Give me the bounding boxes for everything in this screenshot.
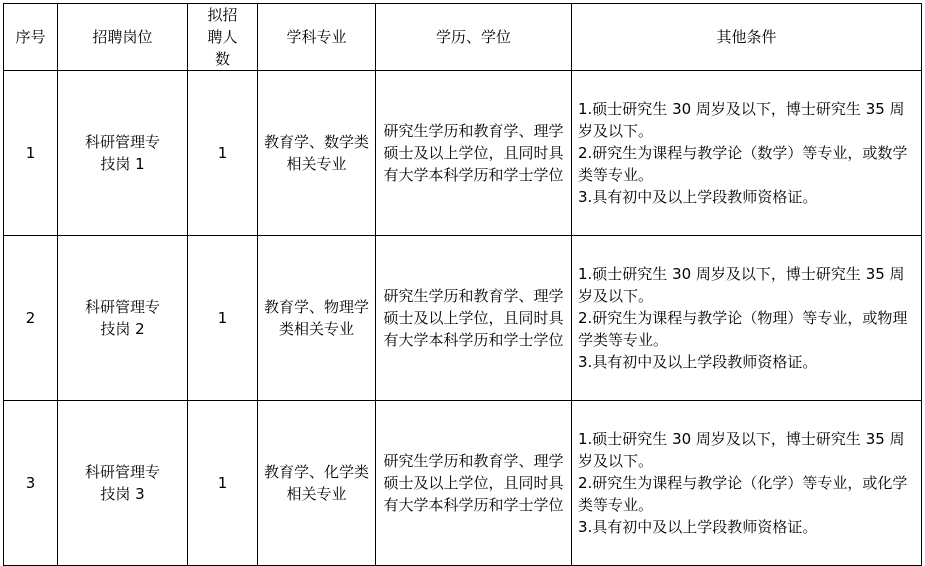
requirement-line: 1.硕士研究生 30 周岁及以下，博士研究生 35 周岁及以下。: [578, 100, 905, 140]
cell-seq: 3: [4, 401, 58, 566]
cell-seq: 2: [4, 236, 58, 401]
cell-major: 教育学、物理学类相关专业: [258, 236, 376, 401]
header-row: [4, 4, 922, 71]
cell-other: [572, 236, 922, 401]
requirement-line: 3.具有初中及以上学段教师资格证。: [578, 353, 818, 371]
requirement-line: 1.硕士研究生 30 周岁及以下，博士研究生 35 周岁及以下。: [578, 265, 905, 305]
requirement-line: 2.研究生为课程与教学论（物理）等专业，或物理学类等专业。: [578, 309, 908, 349]
cell-degree: 研究生学历和教育学、理学硕士及以上学位，且同时具有大学本科学历和学士学位: [376, 401, 572, 566]
cell-major: 教育学、化学类相关专业: [258, 401, 376, 566]
cell-position: 科研管理专技岗 3: [58, 401, 188, 566]
cell-position: 科研管理专技岗 1: [58, 71, 188, 236]
header-seq: 序号: [4, 4, 58, 71]
recruitment-table: [3, 3, 922, 566]
cell-major: 教育学、数学类相关专业: [258, 71, 376, 236]
table-row: [4, 71, 922, 236]
requirement-line: 3.具有初中及以上学段教师资格证。: [578, 518, 818, 536]
requirement-line: 1.硕士研究生 30 周岁及以下，博士研究生 35 周岁及以下。: [578, 430, 905, 470]
cell-other: [572, 401, 922, 566]
cell-seq: 1: [4, 71, 58, 236]
cell-other: [572, 71, 922, 236]
cell-count: 1: [188, 401, 258, 566]
requirement-line: 3.具有初中及以上学段教师资格证。: [578, 188, 818, 206]
header-degree: 学历、学位: [376, 4, 572, 71]
cell-count: 1: [188, 236, 258, 401]
header-count: 拟招聘人数: [188, 4, 258, 71]
cell-degree: 研究生学历和教育学、理学硕士及以上学位，且同时具有大学本科学历和学士学位: [376, 71, 572, 236]
requirement-line: 2.研究生为课程与教学论（数学）等专业，或数学类等专业。: [578, 144, 908, 184]
header-position: 招聘岗位: [58, 4, 188, 71]
cell-degree: 研究生学历和教育学、理学硕士及以上学位，且同时具有大学本科学历和学士学位: [376, 236, 572, 401]
requirement-line: 2.研究生为课程与教学论（化学）等专业，或化学类等专业。: [578, 474, 908, 514]
header-other: 其他条件: [572, 4, 922, 71]
cell-position: 科研管理专技岗 2: [58, 236, 188, 401]
cell-count: 1: [188, 71, 258, 236]
table-row: [4, 401, 922, 566]
header-major: 学科专业: [258, 4, 376, 71]
table-row: [4, 236, 922, 401]
